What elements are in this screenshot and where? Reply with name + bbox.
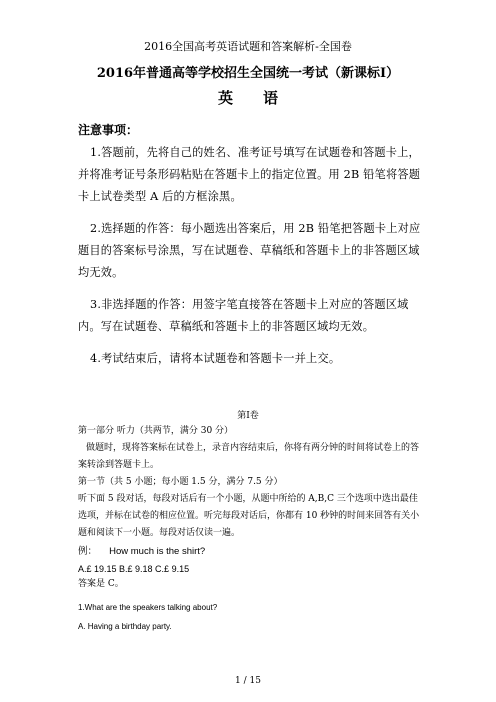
section1-heading: 第一节（共 5 小题；每小题 1.5 分，满分 7.5 分） bbox=[78, 477, 283, 487]
notice-heading: 注意事项： bbox=[78, 123, 139, 137]
example-question: How much is the shirt? bbox=[109, 546, 206, 557]
subject-heading: 英语 bbox=[217, 89, 308, 107]
example-options: A.£ 19.15 B.£ 9.18 C.£ 9.15 bbox=[78, 564, 190, 574]
section1-description: 听下面 5 段对话，每段对话后有一个小题，从题中所给的 A,B,C 三个选项中选出最佳选项，并标在试卷的相应位置。听完每段对话后，你都有 10 秒钟的时间来回答有关小题和阅读下一小题。每段对话仅读一遍。 bbox=[78, 494, 420, 538]
question-1-option-a: A. Having a birthday party. bbox=[78, 622, 172, 631]
note-2: 2.选择题的作答：每小题选出答案后，用 2B 铅笔把答题卡上对应题目的答案标号涂黑，写在试题卷、草稿纸和答题卡上的非答题区域均无效。 bbox=[78, 222, 421, 279]
exam-title: 2016年普通高等学校招生全国统一考试（新课标Ⅰ） bbox=[96, 66, 400, 81]
example-line bbox=[78, 543, 423, 560]
volume-heading: 第Ⅰ卷 bbox=[237, 411, 259, 421]
page-number: 1 / 15 bbox=[235, 676, 261, 686]
question-1: 1.What are the speakers talking about? bbox=[78, 603, 218, 612]
example-answer: 答案是 C。 bbox=[78, 579, 124, 589]
example-label: 例： bbox=[78, 546, 98, 557]
note-3: 3.非选择题的作答：用签字笔直接答在答题卡上对应的答题区域内。写在试题卷、草稿纸和答题卡上的非答题区域均无效。 bbox=[78, 298, 409, 333]
part1-description: 做题时，现将答案标在试卷上，录音内容结束后，你将有两分钟的时间将试卷上的答案转涂到答题卡上。 bbox=[78, 443, 420, 470]
note-4: 4.考试结束后，请将本试题卷和答题卡一并上交。 bbox=[90, 352, 341, 365]
note-1: 1.答题前，先将自己的姓名、准考证号填写在试题卷和答题卡上，并将准考证号条形码粘贴在答题卡上的指定位置。用 2B 铅笔将答题卡上试卷类型 A 后的方框涂黑。 bbox=[78, 146, 421, 203]
part1-heading: 第一部分 听力（共两节，满分 30 分） bbox=[78, 426, 234, 436]
page-header: 2016全国高考英语试题和答案解析-全国卷 bbox=[144, 40, 352, 53]
